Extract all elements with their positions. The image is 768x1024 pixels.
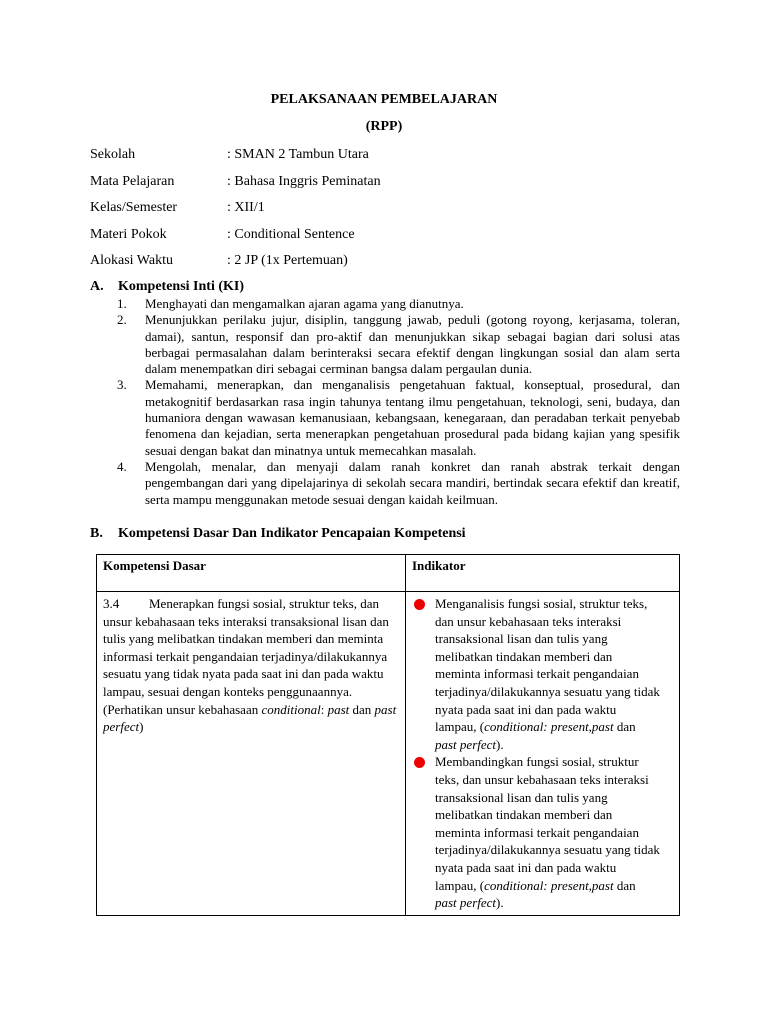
kd-cell [97,592,406,916]
info-row-materi-pokok [90,226,590,253]
list-text: Menghayati dan mengamalkan ajaran agama yang dianutnya. [145,296,464,311]
info-label: Kelas/Semester [90,200,178,216]
list-number: 3. [117,377,127,393]
section-letter: B. [90,526,103,541]
table-header-row [97,555,680,592]
list-item [90,296,680,312]
indicator-cell [406,592,680,916]
table-row [97,592,680,916]
indicator-text: Menganalisis fungsi sosial, struktur teks, dan unsur kebahasaan teks interaksi transaksional lisan dan tulis yang melibatkan tindakan memberi dan meminta informasi terkait pengandaian terjadinya/dilakukannya sesuatu yang tidak nyata pada saat ini dan pada waktu lampau, (conditional: present,past dan past perfect). [435,596,660,752]
column-header-kompetensi-dasar: Kompetensi Dasar [97,555,406,592]
list-text: Menunjukkan perilaku jujur, disiplin, tanggung jawab, peduli (gotong royong, kerjasama, toleran, damai), santun, responsif dan pro-aktif dan menunjukkan sikap sebagai bagian dari solusi atas berbagai permasalahan dalam berinteraksi secara efektif dengan lingkungan sosial dan alam serta dalam menempatkan diri sebagai cerminan bangsa dalam pergaulan dunia. [145,312,680,377]
bullet-dot-icon [414,599,425,610]
info-row-alokasi-waktu [90,252,590,279]
section-letter: A. [90,279,104,294]
document-title: PELAKSANAAN PEMBELAJARAN [270,92,498,107]
list-item [90,312,680,377]
list-number: 4. [117,458,127,474]
kd-number: 3.4 [103,596,120,611]
info-row-kelas-semester [90,199,590,226]
info-label: Mata Pelajaran [90,173,175,189]
list-text: Memahami, menerapkan, dan menganalisis pengetahuan faktual, konseptual, prosedural, dan metakognitif berdasarkan rasa ingin tahunya tentang ilmu pengetahuan, teknologi, seni, budaya, dan humaniora dengan wawasan kemanusiaan, kebangsaan, kenegaraan, dan peradaban terkait penyebab fenomena dan kejadian, serta menerapkan pengetahuan prosedural pada bidang kajian yang spesifik sesuai dengan bakat dan minatnya untuk memecahkan masalah. [145,377,680,458]
section-title: Kompetensi Dasar Dan Indikator Pencapaian Kompetensi [118,526,466,541]
document-subtitle: (RPP) [365,119,403,134]
list-text: Mengolah, menalar, dan menyaji dalam ranah konkret dan ranah abstrak terkait dengan pengembangan dari yang dipelajarinya di sekolah secara mandiri, bertindak secara efektif dan kreatif, serta mampu menggunakan metode sesuai dengan kaidah keilmuan. [145,458,680,507]
info-row-mata-pelajaran [90,173,590,200]
list-number: 2. [117,312,127,328]
indicator-text: Membandingkan fungsi sosial, struktur teks, dan unsur kebahasaan teks interaksi transaksional lisan dan tulis yang melibatkan tindakan memberi dan meminta informasi terkait pengandaian terjadinya/dilakukannya sesuatu yang tidak nyata pada saat ini dan pada waktu lampau, (conditional: present,past dan past perfect). [435,754,660,911]
info-value: : SMAN 2 Tambun Utara [227,147,369,162]
info-value: : Conditional Sentence [227,226,355,242]
section-kompetensi-dasar [90,526,680,542]
list-item [90,459,680,508]
kd-text: Menerapkan fungsi sosial, struktur teks, dan unsur kebahasaan teks interaksi transaksional lisan dan tulis yang melibatkan tindakan memberi dan meminta informasi terkait pengandaian terjadinya/dilakukannya sesuatu yang tidak nyata pada saat ini dan pada waktu lampau, sesuai dengan konteks penggunaannya. (Perhatikan unsur kebahasaan conditional: past dan past perfect) [103,596,397,735]
info-row-sekolah [90,146,590,173]
info-label: Materi Pokok [90,226,167,242]
list-item [412,753,660,911]
list-item [90,377,680,458]
identity-block [90,146,590,279]
indicator-list [412,595,673,912]
section-heading [90,279,680,295]
info-value: : Bahasa Inggris Peminatan [227,173,381,189]
list-number: 1. [117,296,127,311]
column-header-indikator: Indikator [406,555,680,592]
info-label: Alokasi Waktu [90,253,173,269]
info-value: : 2 JP (1x Pertemuan) [227,253,348,269]
info-label: Sekolah [90,147,136,162]
ki-list [90,296,680,508]
section-title: Kompetensi Inti (KI) [118,279,244,294]
competency-table [96,554,680,916]
info-value: : XII/1 [227,200,265,216]
bullet-dot-icon [414,757,425,768]
section-heading [90,526,680,542]
section-kompetensi-inti [90,279,680,508]
list-item [412,595,660,753]
